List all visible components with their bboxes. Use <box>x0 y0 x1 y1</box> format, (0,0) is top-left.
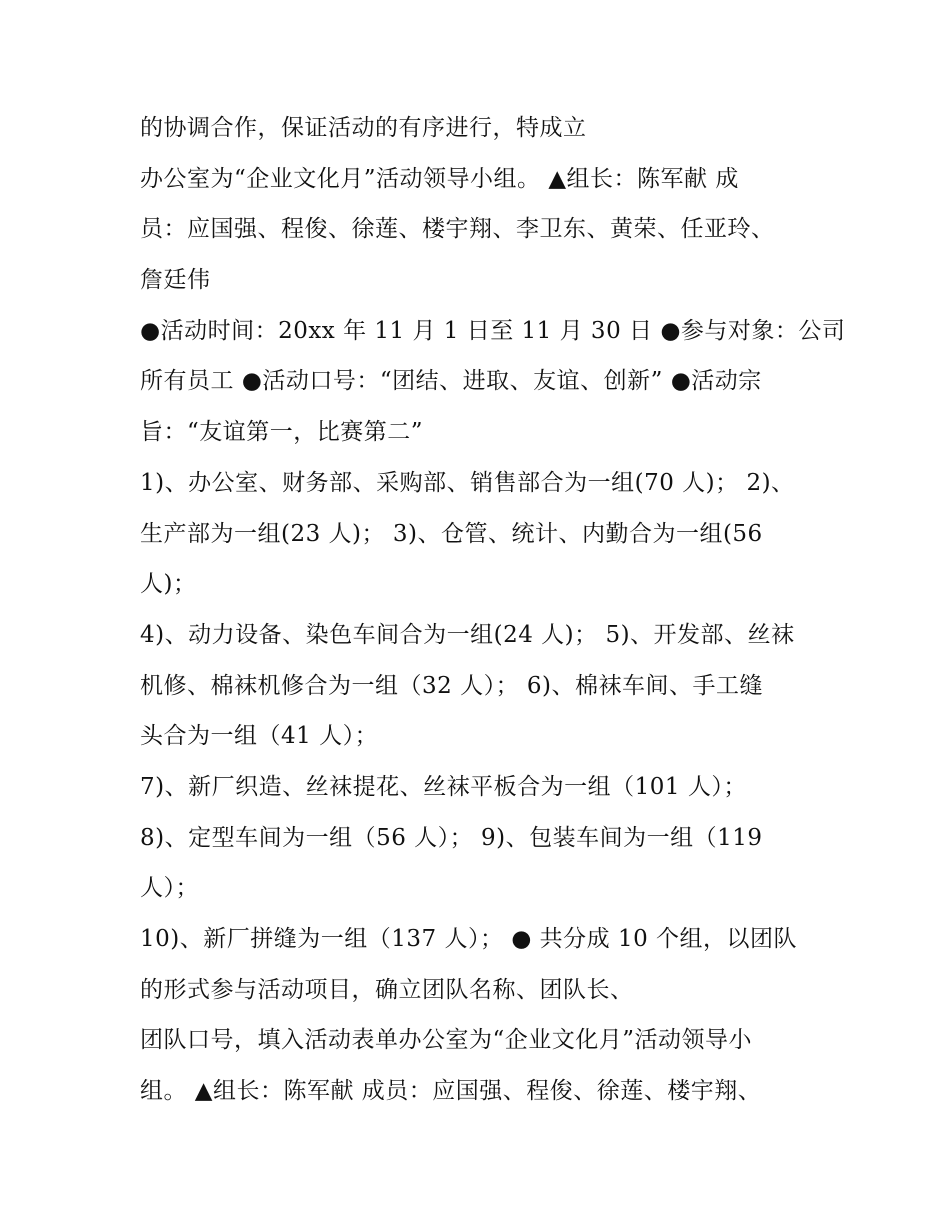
text-line: 所有员工 ●活动口号：“团结、进取、友谊、创新” ●活动宗 <box>140 368 762 395</box>
text-line: 人)； <box>140 571 197 598</box>
text-line: 组。 ▲组长：陈军献 成员：应国强、程俊、徐莲、楼宇翔、 <box>140 1078 762 1105</box>
text-line: ●活动时间：20xx 年 11 月 1 日至 11 月 30 日 ●参与对象：公司 <box>140 317 846 344</box>
text-line: 旨：“友谊第一，比赛第二” <box>140 419 424 446</box>
text-line: 员：应国强、程俊、徐莲、楼宇翔、李卫东、黄荣、任亚玲、 <box>140 216 775 243</box>
text-line: 机修、棉袜机修合为一组（32 人）； 6)、棉袜车间、手工缝 <box>140 672 763 699</box>
document-body <box>140 103 846 1117</box>
text-line: 团队口号，填入活动表单办公室为“企业文化月”活动领导小 <box>140 1027 753 1054</box>
text-line: 10)、新厂拼缝为一组（137 人）； ● 共分成 10 个组，以团队 <box>140 926 798 952</box>
text-line: 8)、定型车间为一组（56 人）； 9)、包装车间为一组（119 <box>140 824 763 851</box>
text-line: 4)、动力设备、染色车间合为一组(24 人)； 5)、开发部、丝袜 <box>140 621 795 648</box>
text-line: 的形式参与活动项目，确立团队名称、团队长、 <box>140 976 634 1003</box>
text-line: 詹廷伟 <box>140 267 211 294</box>
text-line: 1)、办公室、财务部、采购部、销售部合为一组(70 人)； 2)、 <box>140 469 795 496</box>
text-line: 办公室为“企业文化月”活动领导小组。 ▲组长：陈军献 成 <box>140 165 739 192</box>
text-line: 生产部为一组(23 人)； 3)、仓管、统计、内勤合为一组(56 <box>140 520 763 547</box>
text-line: 的协调合作，保证活动的有序进行，特成立 <box>140 115 587 141</box>
text-line: 头合为一组（41 人）； <box>140 723 379 750</box>
text-line: 人）； <box>140 875 199 902</box>
text-line: 7)、新厂织造、丝袜提花、丝袜平板合为一组（101 人）； <box>140 773 747 800</box>
